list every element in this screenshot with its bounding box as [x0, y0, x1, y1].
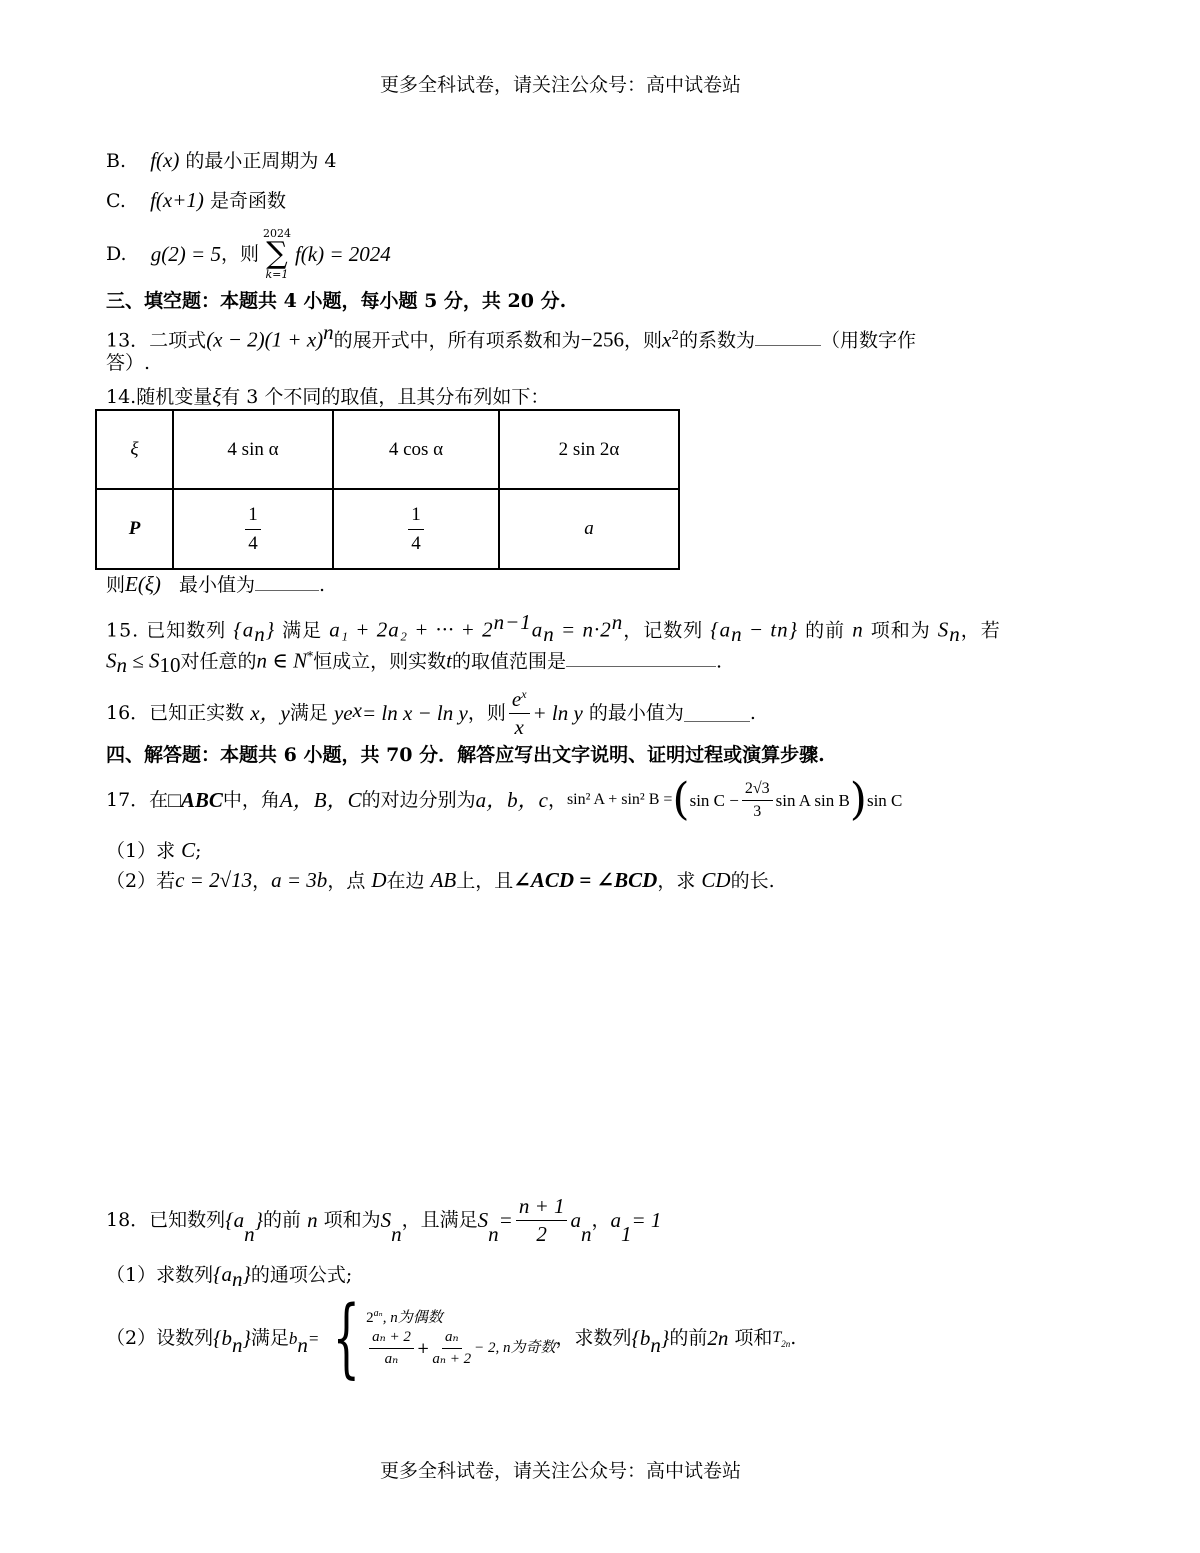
math: n — [611, 610, 624, 634]
piecewise — [319, 1288, 556, 1388]
case-odd — [366, 1330, 555, 1367]
table-cell — [173, 489, 333, 569]
math: = — [307, 1328, 320, 1348]
brace: { — [333, 1288, 361, 1388]
text: ，点 — [327, 870, 366, 892]
text: 15. 已知数列 — [106, 619, 227, 642]
math: ξ — [212, 384, 222, 408]
math: , n为偶数 — [382, 1310, 443, 1326]
math: n — [244, 1222, 255, 1246]
page-footer: 更多全科试卷，请关注公众号：高中试卷站 — [380, 1460, 742, 1482]
math: n — [232, 1332, 243, 1357]
math: x — [521, 687, 527, 701]
question-15 — [106, 612, 1001, 645]
case-even — [366, 1309, 555, 1326]
math: 2 — [671, 328, 679, 342]
text: ，且满足 — [401, 1209, 478, 1231]
text: ， — [591, 1209, 611, 1231]
cases-body — [366, 1309, 555, 1367]
text: 的通项公式; — [250, 1264, 353, 1286]
fraction — [432, 1330, 471, 1367]
math: sin A sin B — [775, 790, 850, 810]
text: ， — [547, 788, 567, 811]
option-d — [106, 228, 391, 280]
math: f(x) — [150, 148, 180, 172]
math: b — [288, 1328, 298, 1348]
answer-blank[interactable] — [255, 574, 319, 591]
summation — [263, 228, 291, 280]
denominator: aₙ — [384, 1351, 399, 1367]
question-16 — [106, 688, 756, 738]
text: ，求 — [657, 870, 696, 892]
denominator: 4 — [411, 532, 421, 554]
table-cell: a — [499, 489, 679, 569]
math: = ln x − ln y — [361, 700, 468, 725]
distribution-table — [95, 409, 680, 570]
math: n — [949, 622, 961, 647]
math: {a — [233, 617, 255, 642]
math: a = 3b — [271, 868, 328, 892]
math: 2 — [366, 1310, 374, 1326]
text: 项和为 — [870, 619, 931, 642]
math: n ∈ N — [256, 648, 308, 673]
math: sin C — [866, 790, 903, 810]
math: D — [371, 868, 387, 892]
math: n — [254, 622, 266, 647]
text: 13．二项式 — [106, 329, 207, 352]
numerator: 2√3 — [742, 781, 773, 801]
text: 16．已知正实数 — [106, 701, 245, 724]
paren: ( — [672, 774, 690, 825]
math: A，B，C — [279, 787, 362, 812]
text: ，记数列 — [623, 619, 704, 642]
math: 10 — [159, 653, 181, 678]
answer-blank[interactable] — [566, 650, 716, 667]
math: (x − 2)(1 + x) — [206, 327, 324, 352]
math: ∠ACD = ∠BCD — [513, 868, 658, 892]
math: } — [242, 1262, 251, 1286]
math: −256 — [580, 327, 625, 352]
math: E(ξ) — [125, 572, 161, 596]
question-17-part2 — [106, 870, 775, 891]
math: n — [488, 1222, 499, 1246]
text: ，若 — [960, 619, 1001, 642]
math: 2n — [781, 1338, 791, 1349]
math: S — [380, 1208, 392, 1232]
math: n — [391, 1222, 402, 1246]
option-c — [106, 190, 286, 211]
math: x — [352, 698, 362, 722]
math: {b — [631, 1325, 651, 1350]
text: （2）若 — [106, 870, 176, 892]
math: + ln y — [532, 700, 583, 725]
math: n — [323, 320, 334, 344]
text: ，则 — [624, 329, 663, 352]
question-18-part1 — [106, 1264, 352, 1290]
math: f(k) = 2024 — [294, 241, 391, 266]
math: n — [650, 1332, 661, 1357]
text: 满足 — [250, 1326, 289, 1349]
math: S — [937, 617, 950, 642]
text: ; — [195, 840, 202, 862]
math: n — [307, 1208, 318, 1232]
table-cell — [333, 489, 499, 569]
question-14 — [106, 386, 549, 407]
math: t — [446, 648, 452, 673]
text: . — [318, 574, 326, 596]
math: } — [254, 1208, 263, 1232]
option-text: 是奇函数 — [209, 190, 286, 212]
table-cell: P — [96, 489, 173, 569]
fraction — [369, 1330, 414, 1367]
text: . — [715, 650, 723, 673]
text: . — [749, 701, 756, 724]
option-b — [106, 150, 337, 171]
option-label: C. — [106, 190, 126, 212]
question-14-ask — [106, 574, 325, 595]
math: x，y — [250, 700, 290, 725]
text: 的展开式中，所有项系数和为 — [333, 329, 581, 352]
math: n — [232, 1266, 243, 1291]
text: （2）设数列 — [106, 1326, 214, 1349]
math: } — [660, 1325, 670, 1350]
math: = n·2 — [554, 617, 612, 642]
math: {a — [213, 1262, 232, 1286]
math: {a — [710, 617, 732, 642]
text: 的最小值为 — [588, 701, 684, 724]
text: 的前 — [805, 619, 846, 642]
denominator: 3 — [753, 802, 762, 820]
math: c = 2√13 — [175, 868, 253, 892]
page-header: 更多全科试卷，请关注公众号：高中试卷站 — [380, 74, 742, 96]
text: ，则 — [467, 701, 506, 724]
math: + — [416, 1339, 430, 1357]
math: ye — [333, 700, 353, 725]
table-row — [96, 489, 679, 569]
math: n — [580, 1222, 592, 1246]
math: 2n — [707, 1325, 729, 1350]
option-text: ，则 — [220, 242, 259, 265]
math: n — [116, 653, 127, 678]
math: x — [662, 327, 672, 352]
numerator: aₙ + 2 — [369, 1330, 414, 1349]
math: = 1 — [631, 1208, 662, 1232]
numerator: n + 1 — [516, 1196, 568, 1221]
math: sin C − — [689, 790, 739, 810]
math: S — [477, 1208, 489, 1232]
text: 的系数为 — [679, 329, 756, 352]
fraction — [742, 781, 773, 820]
math: a — [570, 1208, 581, 1232]
numerator: 1 — [245, 504, 261, 530]
text: ，求数列 — [555, 1326, 632, 1349]
fraction — [509, 688, 530, 738]
section-4-heading: 四、解答题：本题共 6 小题，共 70 分．解答应写出文字说明、证明过程或演算步骤. — [106, 744, 825, 766]
text: 有 3 个不同的取值，且其分布列如下： — [221, 386, 550, 408]
math: e — [511, 687, 522, 711]
math: } — [242, 1325, 251, 1350]
math: 1 — [621, 1222, 632, 1246]
sum-sign: ∑ — [266, 236, 288, 271]
math: AB — [430, 868, 457, 892]
text: 则 — [106, 574, 126, 596]
math: f(x+1) — [150, 188, 204, 212]
text: 18．已知数列 — [106, 1209, 226, 1231]
option-label: D. — [106, 242, 127, 265]
text: 满足 — [289, 701, 328, 724]
math: g(2) = 5 — [150, 241, 221, 266]
math: n — [852, 617, 864, 642]
question-13 — [106, 322, 916, 350]
math: sin² A + sin² B = — [566, 791, 673, 808]
math: } — [265, 617, 276, 642]
question-17 — [106, 774, 903, 825]
text: 在边 — [386, 870, 425, 892]
text: （1）求数列 — [106, 1264, 214, 1286]
text: 项和 — [734, 1326, 773, 1349]
text: 恒成立，则实数 — [313, 650, 447, 673]
text: 答）. — [106, 352, 151, 374]
math: C — [181, 838, 196, 862]
table-cell: 4 cos α — [333, 410, 499, 489]
option-label: B. — [106, 150, 127, 172]
math: T — [772, 1329, 782, 1346]
text: ， — [252, 870, 272, 892]
section-3-heading: 三、填空题：本题共 4 小题，每小题 5 分，共 20 分. — [106, 290, 567, 312]
question-17-part1 — [106, 840, 202, 861]
math: ≤ S — [127, 648, 160, 673]
math: a — [610, 1208, 621, 1232]
text: 17．在 — [106, 788, 169, 811]
math: n — [731, 622, 743, 647]
math: = — [498, 1208, 513, 1232]
math: a，b，c — [475, 787, 548, 812]
denominator: x — [514, 715, 524, 739]
text: 最小值为 — [178, 574, 255, 596]
math: a₁ + 2a₂ + ··· + 2 — [329, 617, 494, 642]
math: − 2, n为奇数 — [474, 1340, 556, 1356]
denominator: 4 — [248, 532, 258, 554]
sum-upper: 2024 — [262, 227, 291, 240]
text: 的对边分别为 — [361, 788, 476, 811]
text: 满足 — [282, 619, 323, 642]
sum-lower: k=1 — [265, 268, 289, 281]
math: S — [106, 648, 117, 673]
math: {a — [225, 1208, 245, 1232]
text: （用数字作 — [821, 329, 917, 352]
table-cell: ξ — [96, 410, 173, 489]
math: {b — [213, 1325, 232, 1350]
math: n — [297, 1332, 308, 1357]
text: 中，角 — [222, 788, 280, 811]
numerator — [509, 688, 530, 714]
fraction — [516, 1196, 568, 1245]
table-row — [96, 410, 679, 489]
text: 的前 — [263, 1209, 302, 1231]
question-18 — [106, 1196, 661, 1245]
math: * — [307, 649, 314, 663]
numerator: 1 — [408, 504, 424, 530]
text: 项和为 — [323, 1209, 381, 1231]
question-15-line2 — [106, 650, 722, 676]
math: n — [543, 622, 555, 647]
paren: ) — [849, 774, 867, 825]
math: aₙ — [373, 1308, 383, 1319]
fraction — [245, 504, 261, 555]
text: 14.随机变量 — [106, 386, 213, 408]
text: 的前 — [669, 1326, 708, 1349]
math: − tn} — [742, 617, 799, 642]
text: 的取值范围是 — [451, 650, 566, 673]
math: CD — [701, 868, 731, 892]
denominator: 2 — [536, 1222, 547, 1246]
text: （1）求 — [106, 840, 176, 862]
answer-blank[interactable] — [755, 329, 821, 346]
table-cell: 4 sin α — [173, 410, 333, 489]
table-cell: 2 sin 2α — [499, 410, 679, 489]
text: 对任意的 — [180, 650, 257, 673]
answer-blank[interactable] — [684, 705, 750, 722]
fraction — [408, 504, 424, 555]
math: n−1 — [493, 610, 532, 634]
denominator: aₙ + 2 — [432, 1351, 472, 1367]
text: 的长. — [730, 870, 775, 892]
text: . — [790, 1326, 797, 1349]
math: □ABC — [168, 787, 223, 812]
numerator: aₙ — [442, 1330, 462, 1349]
option-text: 的最小正周期为 4 — [185, 150, 337, 172]
text: 上，且 — [456, 870, 514, 892]
question-18-part2 — [106, 1288, 797, 1388]
math: a — [531, 617, 544, 642]
